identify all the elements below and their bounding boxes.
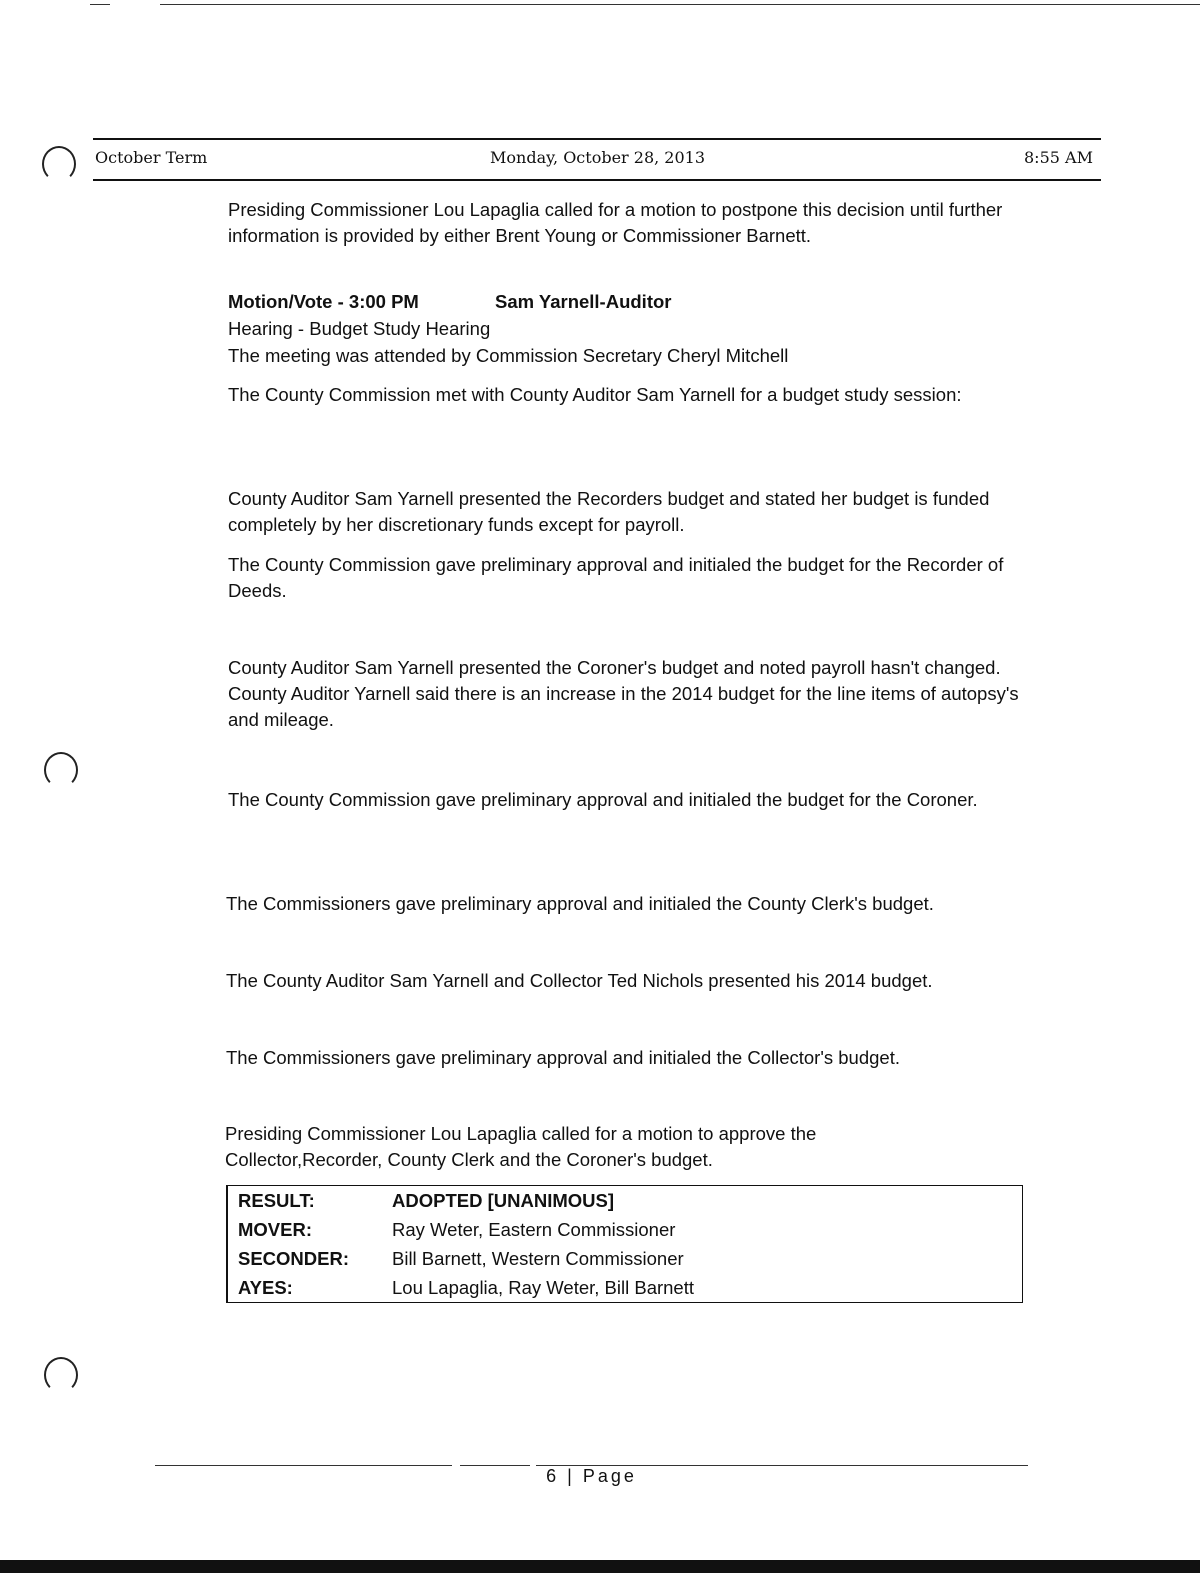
punch-hole-bottom — [44, 1357, 78, 1393]
header-term: October Term — [95, 148, 208, 167]
approve-motion-paragraph: Presiding Commissioner Lou Lapaglia called for a motion to approve the Collector,Recorder, County Clerk and the Coroner's budget. — [225, 1123, 817, 1170]
page-number: 6 — [546, 1466, 560, 1486]
clerk-approval-paragraph: The Commissioners gave preliminary approval and initialed the County Clerk's budget. — [226, 893, 934, 914]
seconder-label: SECONDER: — [238, 1247, 350, 1269]
ayes-value: Lou Lapaglia, Ray Weter, Bill Barnett — [392, 1276, 694, 1298]
result-label: RESULT: — [238, 1189, 315, 1211]
session-intro: The County Commission met with County Auditor Sam Yarnell for a budget study session: — [228, 384, 962, 405]
header-top-rule — [93, 138, 1101, 140]
page-footer: 6 | Page — [546, 1466, 637, 1486]
scan-edge-line — [160, 4, 1200, 5]
table-row — [227, 1244, 1023, 1273]
header-bottom-rule — [93, 179, 1101, 181]
attendance-line: The meeting was attended by Commission Secretary Cheryl Mitchell — [228, 345, 789, 366]
table-row — [227, 1186, 1023, 1216]
recorders-budget-paragraph: County Auditor Sam Yarnell presented the Recorders budget and stated her budget is funded completely by her discretionary funds except for payroll. — [228, 488, 990, 535]
seconder-value: Bill Barnett, Western Commissioner — [392, 1247, 684, 1269]
postpone-paragraph: Presiding Commissioner Lou Lapaglia called for a motion to postpone this decision until further information is provided by either Brent Young or Commissioner Barnett. — [228, 199, 1003, 246]
scan-bottom-edge — [0, 1560, 1200, 1573]
collector-approval-paragraph: The Commissioners gave preliminary approval and initialed the Collector's budget. — [226, 1047, 900, 1068]
hearing-line: Hearing - Budget Study Hearing — [228, 318, 491, 339]
motion-heading: Motion/Vote - 3:00 PM — [228, 291, 419, 312]
motion-heading-line — [228, 289, 1048, 315]
ayes-label: AYES: — [238, 1276, 293, 1298]
scan-edge-mark — [90, 4, 110, 5]
mover-value: Ray Weter, Eastern Commissioner — [392, 1218, 676, 1240]
result-value: ADOPTED [UNANIMOUS] — [392, 1189, 614, 1211]
mover-label: MOVER: — [238, 1218, 312, 1240]
coroner-approval-paragraph: The County Commission gave preliminary approval and initialed the budget for the Coroner. — [228, 789, 978, 810]
header-date: Monday, October 28, 2013 — [490, 148, 706, 167]
punch-hole-middle — [44, 752, 78, 788]
collector-presented-paragraph: The County Auditor Sam Yarnell and Collector Ted Nichols presented his 2014 budget. — [226, 970, 933, 991]
coroner-budget-paragraph: County Auditor Sam Yarnell presented the Coroner's budget and noted payroll hasn't changed. County Auditor Yarnell said there is an increase in the 2014 budget for the line items of autopsy's and mileage. — [228, 657, 1019, 730]
header-time: 8:55 AM — [1024, 148, 1093, 167]
table-row — [227, 1215, 1023, 1244]
table-row — [227, 1273, 1023, 1303]
page-label: Page — [582, 1466, 637, 1486]
vote-result-table — [226, 1185, 1023, 1303]
motion-presenter: Sam Yarnell-Auditor — [495, 291, 672, 312]
recorder-approval-paragraph: The County Commission gave preliminary approval and initialed the budget for the Recorder of Deeds. — [228, 554, 1004, 601]
punch-hole-top — [42, 146, 76, 182]
